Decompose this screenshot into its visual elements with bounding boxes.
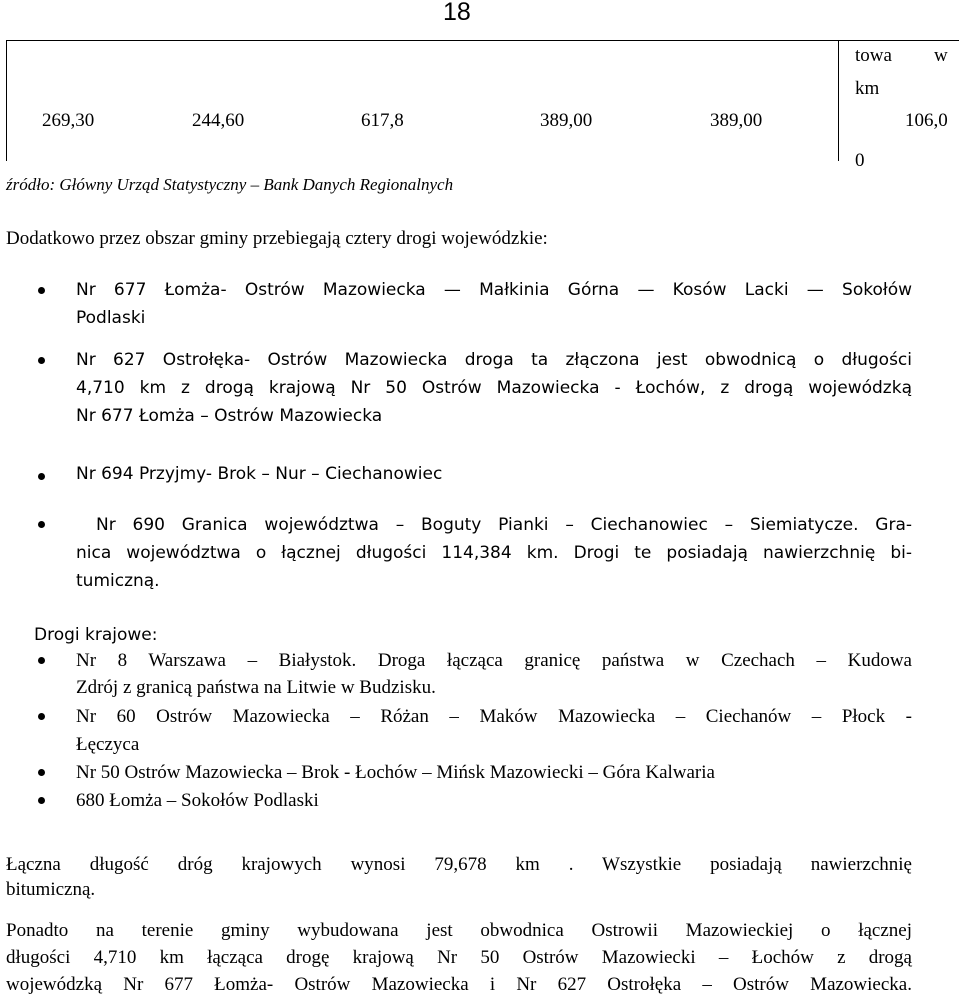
intro-text: Dodatkowo przez obszar gminy przebiegają cztery drogi wojewódzkie: [6, 228, 548, 249]
list-item-line: Nr 8 Warszawa – Białystok. Droga łącząca granicę państwa w Czechach – Kudowa [76, 650, 912, 671]
list-item-line: Nr 690 Granica województwa – Boguty Pianki – Ciechanowiec – Siemiatycze. Gra- [96, 515, 912, 535]
national-roads-heading: Drogi krajowe: [34, 625, 158, 645]
bullet-icon [38, 797, 45, 804]
list-item-line: 680 Łomża – Sokołów Podlaski [76, 790, 319, 811]
table-cell: 269,30 [42, 110, 95, 131]
table-cell: 106,0 [905, 110, 948, 131]
table-header-km: km [855, 78, 880, 99]
list-item-line: Łęczyca [76, 734, 140, 755]
paragraph-line: Łączna długość dróg krajowych wynosi 79,678 km . Wszystkie posiadają nawierzchnię [6, 854, 912, 875]
list-item-line: Nr 627 Ostrołęka- Ostrów Mazowiecka droga ta złączona jest obwodnicą o długości [76, 350, 912, 370]
bypass-paragraph [6, 917, 912, 998]
paragraph-line: Ponadto na terenie gminy wybudowana jest obwodnica Ostrowii Mazowieckiej o łącznej [6, 920, 912, 941]
paragraph-line: bitumiczną. [6, 879, 96, 900]
bullet-icon [38, 357, 45, 364]
bullet-icon [38, 769, 45, 776]
list-item-line: Nr 694 Przyjmy- Brok – Nur – Ciechanowiec [76, 464, 443, 484]
list-item-line: Nr 50 Ostrów Mazowiecka – Brok - Łochów – Mińsk Mazowiecki – Góra Kalwaria [76, 762, 715, 783]
table-column-divider [838, 40, 839, 161]
data-table [6, 40, 959, 161]
list-item-line: tumiczną. [76, 571, 160, 591]
bullet-icon [38, 521, 45, 528]
list-item-line: Nr 677 Łomża- Ostrów Mazowiecka — Małkinia Górna — Kosów Lacki — Sokołów [76, 280, 912, 300]
list-item-line: Zdrój z granicą państwa na Litwie w Budzisku. [76, 677, 436, 698]
total-length-paragraph [6, 852, 912, 902]
bullet-icon [38, 657, 45, 664]
bullet-icon [38, 713, 45, 720]
list-item-line: Nr 60 Ostrów Mazowiecka – Różan – Maków Mazowiecka – Ciechanów – Płock - [76, 706, 912, 727]
table-cell: 617,8 [361, 110, 404, 131]
list-item-line: Podlaski [76, 308, 146, 328]
table-cell-cont: 0 [855, 150, 865, 171]
paragraph-line: długości 4,710 km łącząca drogę krajową Nr 50 Ostrów Mazowiecki – Łochów z drogą [6, 947, 912, 968]
page-number: 18 [443, 0, 471, 26]
table-cell: 244,60 [192, 110, 245, 131]
table-cell: 389,00 [540, 110, 593, 131]
bullet-icon [38, 473, 45, 480]
list-item-line: 4,710 km z drogą krajową Nr 50 Ostrów Mazowiecka - Łochów, z drogą wojewódzką [76, 378, 912, 398]
source-note: źródło: Główny Urząd Statystyczny – Bank Danych Regionalnych [6, 175, 454, 194]
paragraph-line: wojewódzką Nr 677 Łomża- Ostrów Mazowiecka i Nr 627 Ostrołęka – Ostrów Mazowiecka. [6, 974, 912, 995]
table-cell: 389,00 [710, 110, 763, 131]
list-item-line: nica województwa o łącznej długości 114,384 km. Drogi te posiadają nawierzchnię bi- [76, 543, 912, 563]
bullet-icon [38, 287, 45, 294]
table-header-towa: towa [855, 45, 892, 66]
list-item-line: Nr 677 Łomża – Ostrów Mazowiecka [76, 406, 383, 426]
table-header-w: w [934, 45, 948, 66]
